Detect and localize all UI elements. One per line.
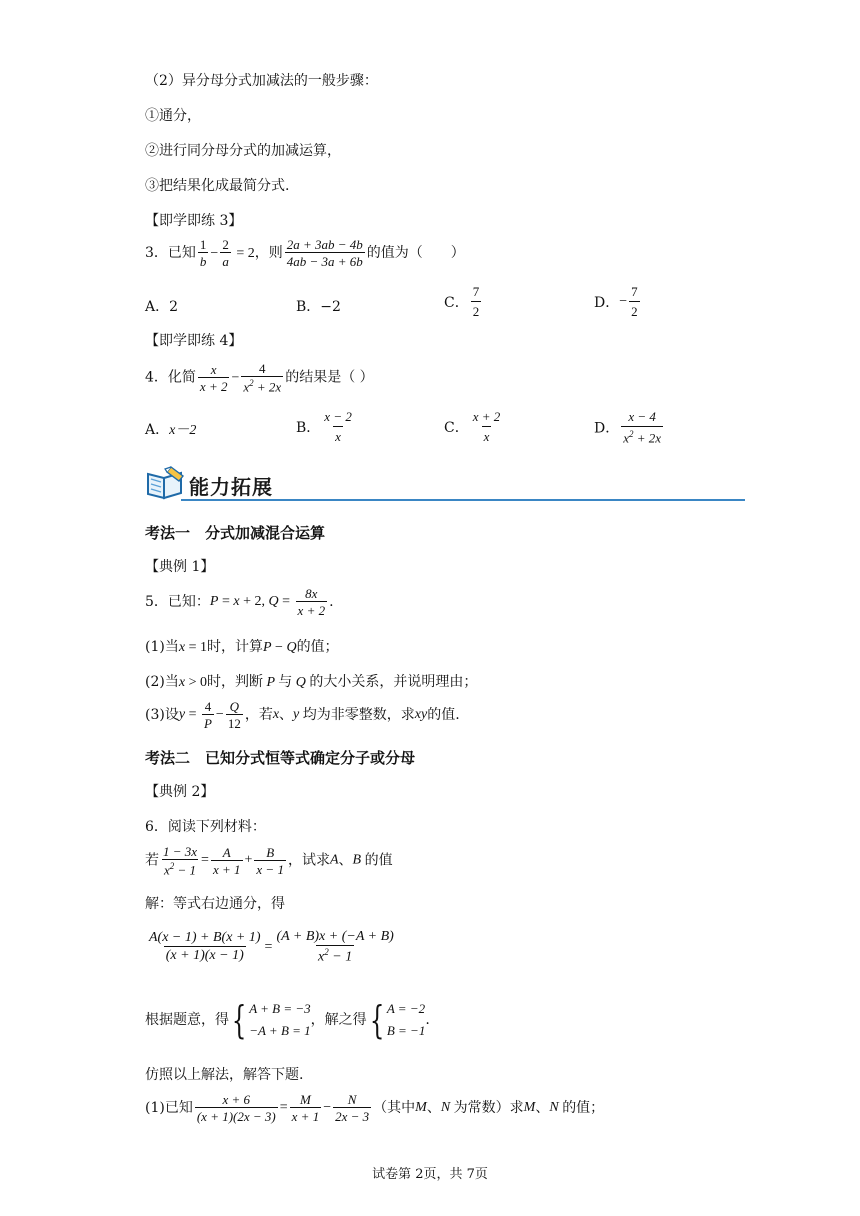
q3-option-a: A．2 bbox=[145, 299, 179, 315]
question-4: 4．化简 $\frac{x}{x + 2}$ − $\frac{4}{x^2 + 2x}$ 的结果是（ ） bbox=[145, 361, 374, 395]
step-title: （2）异分母分式加减法的一般步骤： bbox=[145, 73, 378, 89]
question-6-system: 根据题意，得{ A + B = −3 −A + B = 1 ，解之得{ A = −2 B = −1 . bbox=[145, 998, 430, 1042]
q4-option-b: B． $\frac{x - 2}{x}$ bbox=[296, 409, 352, 444]
step-1: ①通分， bbox=[145, 108, 201, 124]
question-6-common-denominator: $\frac{A(x - 1) + B(x + 1)}{(x + 1)(x - 1)}$ = $\frac{(A + B)x + (-A + B)}{x^2 - 1}$ bbox=[149, 929, 394, 965]
question-3: 3．已知 $\frac{1}{b}$ − $\frac{2}{a}$ = 2，则 $\frac{2a + 3ab - 4b}{4ab - 3a + 6b}$ 的值为（ ） bbox=[145, 237, 465, 269]
book-icon bbox=[145, 464, 187, 502]
q4-option-c: C． $\frac{x + 2}{x}$ bbox=[444, 409, 501, 444]
question-6-intro: 6．阅读下列材料： bbox=[145, 819, 266, 835]
question-6-solution-intro: 解：等式右边通分，得 bbox=[145, 896, 285, 912]
practice-4-label: 【即学即练 4】 bbox=[145, 333, 243, 349]
question-5-part-1: (1)当x = 1时，计算P − Q的值； bbox=[145, 639, 339, 655]
q4-option-d: D． $\frac{x - 4}{x^2 + 2x}$ bbox=[594, 409, 662, 446]
section-divider bbox=[181, 499, 745, 501]
example-1-label: 【典例 1】 bbox=[145, 559, 215, 575]
question-6-imitate: 仿照以上解法，解答下题. bbox=[145, 1067, 304, 1083]
q3-option-d: D．− $\frac{7}{2}$ bbox=[594, 284, 638, 319]
question-5-part-3: (3)设y = $\frac{4}{P}$ − $\frac{Q}{12}$ ，若x、y 均为非零整数，求xy的值. bbox=[145, 699, 460, 731]
practice-3-label: 【即学即练 3】 bbox=[145, 213, 243, 229]
method-1-heading: 考法一 分式加减混合运算 bbox=[145, 524, 326, 542]
q4-option-a: A．x－2 bbox=[145, 422, 197, 438]
method-2-heading: 考法二 已知分式恒等式确定分子或分母 bbox=[145, 749, 416, 767]
step-3: ③把结果化成最简分式. bbox=[145, 178, 290, 194]
question-5-part-2: (2)当x > 0时，判断 P 与 Q 的大小关系，并说明理由； bbox=[145, 674, 478, 690]
question-6-identity: 若 $\frac{1 - 3x}{x^2 - 1}$ = $\frac{A}{x + 1}$ + $\frac{B}{x - 1}$ ，试求A、B 的值 bbox=[145, 844, 393, 878]
question-5: 5．已知：P = x + 2, Q = $\frac{8x}{x + 2}$ . bbox=[145, 586, 334, 618]
section-title: 能力拓展 bbox=[189, 475, 273, 499]
page-footer: 试卷第 2页，共 7页 bbox=[372, 1167, 488, 1182]
step-2: ②进行同分母分式的加减运算， bbox=[145, 143, 341, 159]
section-banner bbox=[145, 462, 745, 504]
question-6-part-1: (1)已知 $\frac{x + 6}{(x + 1)(2x - 3)}$ = $\frac{M}{x + 1}$ − $\frac{N}{2x - 3}$ （其中M、N 为常数）求M、N 的值； bbox=[145, 1092, 605, 1124]
example-2-label: 【典例 2】 bbox=[145, 784, 215, 800]
q3-option-b: B．−2 bbox=[296, 299, 341, 315]
q3-option-c: C． $\frac{7}{2}$ bbox=[444, 284, 480, 319]
